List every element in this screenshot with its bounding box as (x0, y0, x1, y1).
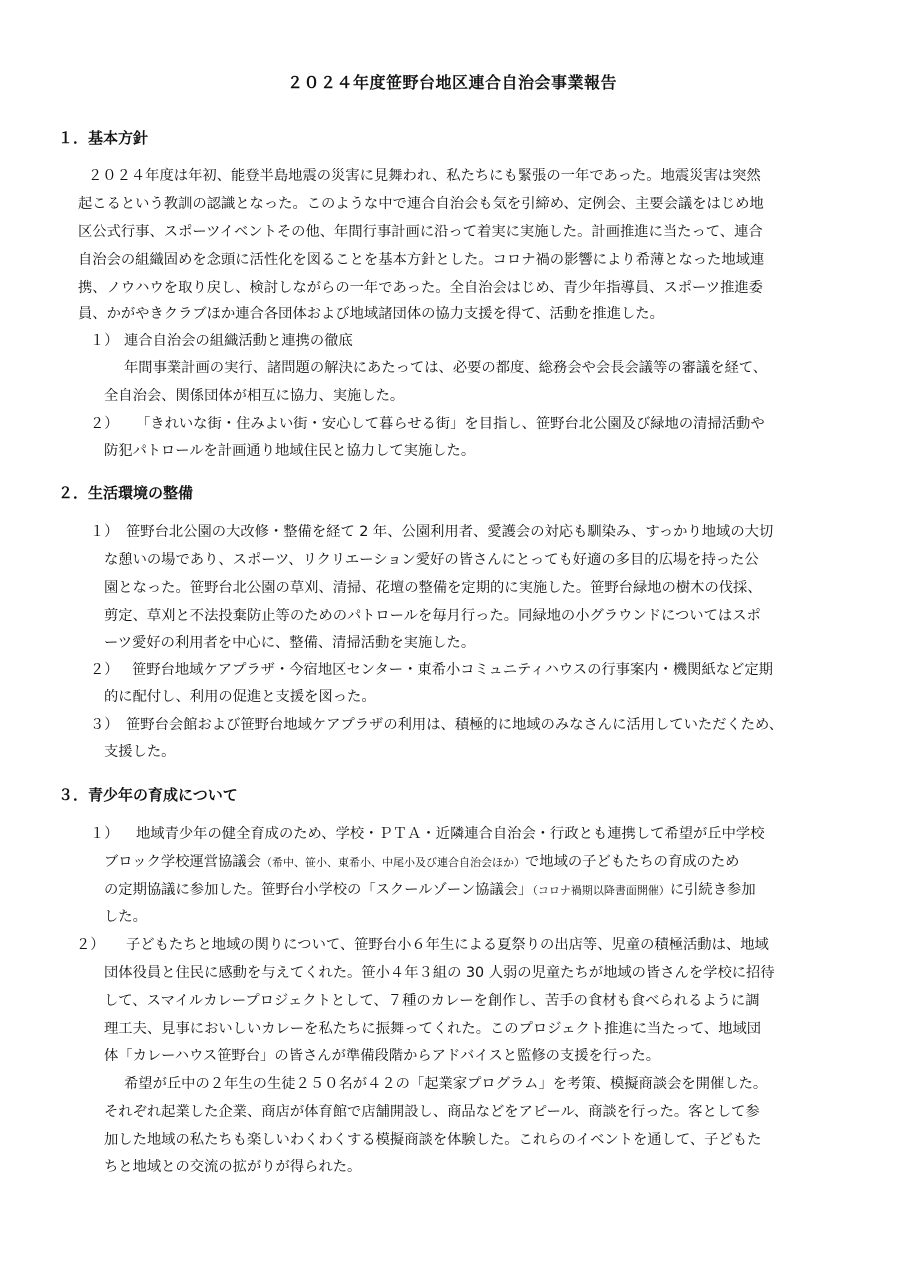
paragraph-line: 全自治会、関係団体が相互に協力、実施した。 (104, 388, 405, 404)
paragraph-line: それぞれ起業した企業、商店が体育館で店舗開設し、商品などをアピール、商談を行った。客として参 (104, 1104, 760, 1120)
paragraph-line: 自治会の組織固めを念頭に活性化を図ることを基本方針とした。コロナ禍の影響により希薄となった地域連 (78, 252, 765, 268)
item-number: ３） (90, 717, 119, 733)
paragraph-line: 希望が丘中の２年生の生徒２５０名が４２の「起業家プログラム」を考策、模擬商談会を開催した。 (124, 1076, 768, 1092)
item-number: １） (90, 826, 119, 842)
paragraph-line: 年間事業計画の実行、諸問題の解決にあたっては、必要の都度、総務会や会長会議等の審議を経て、 (124, 360, 768, 376)
section-heading-living-environment: ２．生活環境の整備 (58, 484, 194, 502)
text-run: ブロック学校運営協議会 (104, 854, 261, 870)
paragraph-line: ちと地域との交流の拡がりが得られた。 (104, 1159, 362, 1175)
paragraph-line: ーツ愛好の利用者を中心に、整備、清掃活動を実施した。 (104, 635, 476, 651)
text-run: で地域の子どもたちの育成のため (524, 854, 740, 870)
item-number: ２） (90, 662, 119, 678)
paragraph-line: 的に配付し、利用の促進と支援を図った。 (104, 689, 376, 705)
paragraph-line: して、スマイルカレープロジェクトとして、７種のカレーを創作し、苦手の食材も食べられるように調 (104, 993, 760, 1009)
paragraph-line: 区公式行事、スポーツイベントその他、年間行事計画に沿って着実に実施した。計画推進に当たって、連合 (78, 224, 763, 240)
item-number: １） (90, 524, 119, 540)
parenthetical-note: （コロナ禍期以降書面開催） (532, 884, 670, 897)
paragraph-line (104, 880, 756, 901)
page-title: ２０２４年度笹野台地区連合自治会事業報告 (286, 73, 617, 92)
paragraph-line: 起こるという教訓の認識となった。このような中で連合自治会も気を引締め、定例会、主要会議をはじめ地 (78, 196, 764, 212)
paragraph-line: 地域青少年の健全育成のため、学校・ＰＴＡ・近隣連合自治会・行政とも連携して希望が丘中学校 (136, 826, 765, 842)
paragraph-line: 支援した。 (104, 744, 176, 760)
text-run: の定期協議に参加した。笹野台小学校の「スクールゾーン協議会」 (104, 882, 533, 898)
paragraph-line: 剪定、草刈と不法投棄防止等のためのパトロールを毎月行った。同緑地の小グラウンドについてはスポ (104, 608, 761, 624)
item-number: ２） (76, 937, 105, 953)
parenthetical-note: （希中、笹小、東希小、中尾小及び連合自治会ほか） (260, 856, 525, 869)
paragraph-line: な憩いの場であり、スポーツ、リクリエーション愛好の皆さんにとっても好適の多目的広場を持った公 (104, 552, 759, 568)
section-heading-youth-development: ３．青少年の育成について (58, 786, 238, 804)
paragraph-line: 員、かがやきクラブほか連合各団体および地域諸団体の協力支援を得て、活動を推進した。 (78, 306, 664, 322)
paragraph-line: 「きれいな街・住みよい街・安心して暮らせる街」を目指し、笹野台北公園及び緑地の清掃活動や (136, 416, 765, 432)
paragraph-line: 防犯パトロールを計画通り地域住民と協力して実施した。 (104, 443, 476, 459)
paragraph-line: 子どもたちと地域の関りについて、笹野台小６年生による夏祭りの出店等、児童の積極活動は、地域 (126, 937, 769, 953)
section-heading-basic-policy: １．基本方針 (58, 129, 149, 147)
item-number: ２） (90, 416, 119, 432)
text-run: に引続き参加 (669, 882, 756, 898)
paragraph-line: 理工夫、見事においしいカレーを私たちに振舞ってくれた。このプロジェクト推進に当たって、地域団 (104, 1021, 762, 1037)
paragraph-line: ２０２４年度は年初、能登半島地震の災害に見舞われ、私たちにも緊張の一年であった。地震災害は突然 (88, 168, 761, 184)
paragraph-line: 加した地域の私たちも楽しいわくわくする模擬商談を体験した。これらのイベントを通して、子どもた (104, 1132, 762, 1148)
paragraph-line: 笹野台会館および笹野台地域ケアプラザの利用は、積極的に地域のみなさんに活用していただくため、 (126, 717, 784, 733)
paragraph-line: 笹野台地域ケアプラザ・今宿地区センター・東希小コミュニティハウスの行事案内・機関紙など定期 (132, 662, 773, 678)
item-number: １） (90, 333, 119, 349)
paragraph-line (104, 852, 739, 873)
paragraph-line: 団体役員と住民に感動を与えてくれた。笹小４年３組の 30 人弱の児童たちが地域の皆さんを学校に招待 (104, 965, 775, 981)
paragraph-line: 園となった。笹野台北公園の草刈、清掃、花壇の整備を定期的に実施した。笹野台緑地の樹木の伐採、 (104, 580, 762, 596)
paragraph-line: 連合自治会の組織活動と連携の徹底 (124, 333, 353, 349)
paragraph-line: 携、ノウハウを取り戻し、検討しながらの一年であった。全自治会はじめ、青少年指導員、スポーツ推進委 (78, 280, 763, 296)
paragraph-line: した。 (104, 909, 147, 925)
paragraph-line: 笹野台北公園の大改修・整備を経て 2 年、公園利用者、愛護会の対応も馴染み、すっかり地域の大切 (126, 524, 774, 540)
paragraph-line: 体「カレーハウス笹野台」の皆さんが準備段階からアドバイスと監修の支援を行った。 (104, 1048, 661, 1064)
